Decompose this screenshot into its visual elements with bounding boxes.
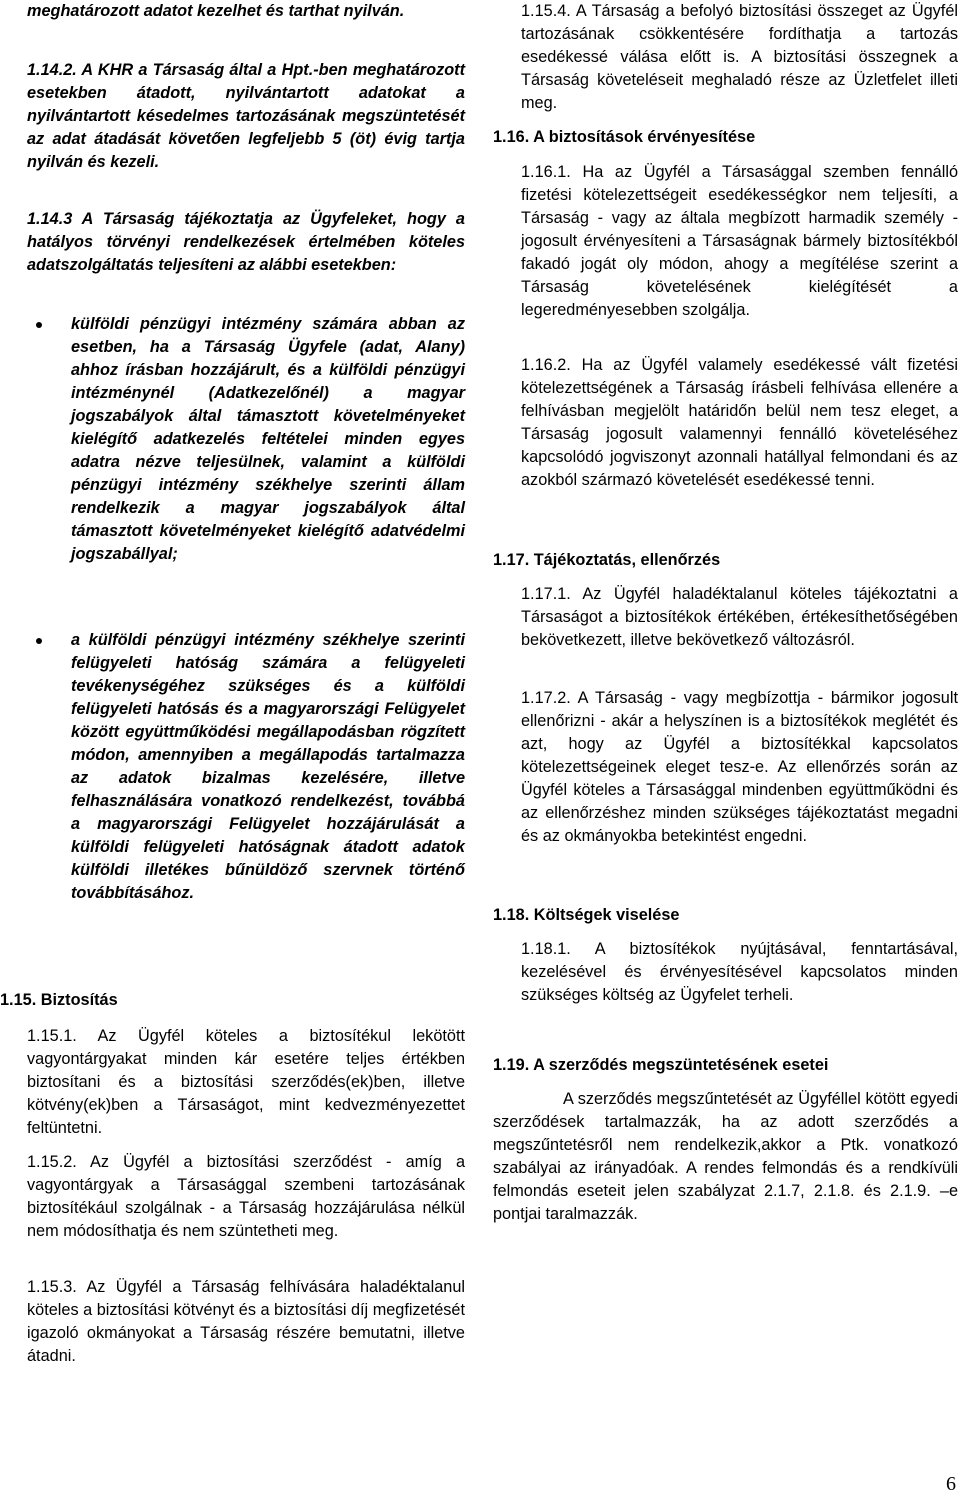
section-1-16-2: 1.16.2. Ha az Ügyfél valamely esedékessé vált fizetési kötelezettségének a Társaság írásbeli felhívása ellenére a felhívásban megjelölt határidőn belül nem tesz eleget, a Társaság jogosult valamennyi fennálló követeléséhez kapcsolódó jogviszonyt azonnali hatállyal felmondani és az azokból származó követelését esedékessé tenni. [521,356,958,489]
heading-1-15: 1.15. Biztosítás [0,991,118,1009]
bullet-item-2-text: a külföldi pénzügyi intézmény székhelye szerinti felügyeleti hatóság számára a felügyeleti tevékenységéhez szükséges és a külföldi felügyeleti hatósás és a magyarországi Felügyelet között együttműködési megállapodásban rögzített módon, amennyiben a megállapodás tartalmazza az adatok bizalmas kezelésére, illetve felhasználására vonatkozó rendelkezést, továbbá a magyarországi Felügyelet hozzájárulását a külföldi felügyeleti hatóságnak átadott adatok külföldi illetékes bűnüldöző szervnek történő továbbításához. [71,631,465,902]
bullet-item-1-text: külföldi pénzügyi intézmény számára abban az esetben, ha a Társaság Ügyfele (adat, Alany) ahhoz írásban hozzájárult, és a külföldi pénzügyi intézménynél (Adatkezelőnél) a magyar jogszabályok által támasztott követelményeket kielégítő adatkezelés feltételei minden egyes adatra nézve teljesülnek, valamint a külföldi pénzügyi intézmény székhelye szerinti állam rendelkezik a magyar jogszabályok által támasztott követelményeket kielégítő adatvédelmi jogszabállyal; [71,315,465,563]
heading-1-19: 1.19. A szerződés megszüntetésének esetei [493,1056,829,1074]
bullet-dot-icon [36,322,42,328]
section-1-15-2: 1.15.2. Az Ügyfél a biztosítási szerződést - amíg a vagyontárgyak a Társasággal szembeni tartozásának biztosítékául szolgálnak - a Társaság hozzájárulása nélkül nem módosíthatja és nem szüntetheti meg. [27,1153,465,1240]
section-1-15-1: 1.15.1. Az Ügyfél köteles a biztosítékul lekötött vagyontárgyakat minden kár esetére teljes értékben biztosítani és a biztosítási szerződés(ek)ben, illetve kötvény(ek)ben a Társaságot, mint kedvezményezettet feltüntetni. [27,1027,465,1137]
heading-1-17: 1.17. Tájékoztatás, ellenőrzés [493,551,721,569]
section-1-15-3: 1.15.3. Az Ügyfél a Társaság felhívására haladéktalanul köteles a biztosítási kötvényt és a biztosítási díj megfizetését igazoló okmányokat a Társaság részére bemutatni, illetve átadni. [27,1278,465,1365]
section-1-14-2: 1.14.2. A KHR a Társaság által a Hpt.-ben meghatározott esetekben átadott, nyilvántartott adatokat a nyilvántartott késedelmes tartozásának megszüntetését az adat átadását követően legfeljebb 5 (öt) évig tartja nyilván és kezeli. [27,61,465,171]
page-number: 6 [946,1473,956,1495]
heading-1-16: 1.16. A biztosítások érvényesítése [493,128,756,146]
section-1-14-3: 1.14.3 A Társaság tájékoztatja az Ügyfeleket, hogy a hatályos törvényi rendelkezések értelmében köteles adatszolgáltatás teljesíteni az alábbi esetekben: [27,210,465,274]
section-1-16-1: 1.16.1. Ha az Ügyfél a Társasággal szemben fennálló fizetési kötelezettségeit esedékességkor nem teljesíti, a Társaság - vagy az általa megbízott harmadik személy - jogosult érvényesíteni a Társaságnak bármely biztosítékból fakadó jogát oly módon, ahogy a megítélése szerint a Társaság követelésének kielégítését a legeredményesebben szolgálja. [521,163,958,319]
section-1-19: A szerződés megszűntetését az Ügyféllel kötött egyedi szerződések tartalmazzák, ha az adott szerződés a megszűntetésről nem rendelkezik,akkor a Ptk. vonatkozó szabályai az irányadóak. A rendes felmondás és a rendkívüli felmondás eseteit jelen szabályzat 2.1.7, 2.1.8. és 2.1.9. –e pontjai taralmazzák. [493,1090,958,1223]
bullet-list [27,313,465,566]
bullet-list-2 [27,629,465,905]
heading-1-18: 1.18. Költségek viselése [493,906,680,924]
section-1-17-1: 1.17.1. Az Ügyfél haladéktalanul köteles tájékoztatni a Társaságot a biztosítékok értékében, értékesíthetőségében bekövetkezett, illetve bekövetkező változásról. [521,585,958,649]
bullet-item-1 [27,313,465,566]
section-1-15-4: 1.15.4. A Társaság a befolyó biztosítási összeget az Ügyfél tartozásának csökkentésére fordíthatja a tartozás esedékessé válása előtt is. A biztosítási összegnek a Társaság követeléseit meghaladó része az Üzletfelet illeti meg. [521,2,958,112]
section-1-17-2: 1.17.2. A Társaság - vagy megbízottja - bármikor jogosult ellenőrizni - akár a helyszínen is a biztosítékok meglétét és azt, hogy az Ügyfél a biztosítékkal kapcsolatos kötelezettségeinek eleget tesz-e. Az ellenőrzés során az Ügyfél köteles a Társasággal mindenben együttműködni és az ellenőrzéshez minden szükséges tájékoztatást megadni és az okmányokba betekintést engedni. [521,689,958,845]
bullet-item-2 [27,629,465,905]
bullet-dot-icon [36,638,42,644]
intro-paragraph: meghatározott adatot kezelhet és tarthat nyilván. [27,2,405,20]
section-1-18-1: 1.18.1. A biztosítékok nyújtásával, fenntartásával, kezelésével és érvényesítésével kapcsolatos minden szükséges költség az Ügyfelet terheli. [521,940,958,1004]
